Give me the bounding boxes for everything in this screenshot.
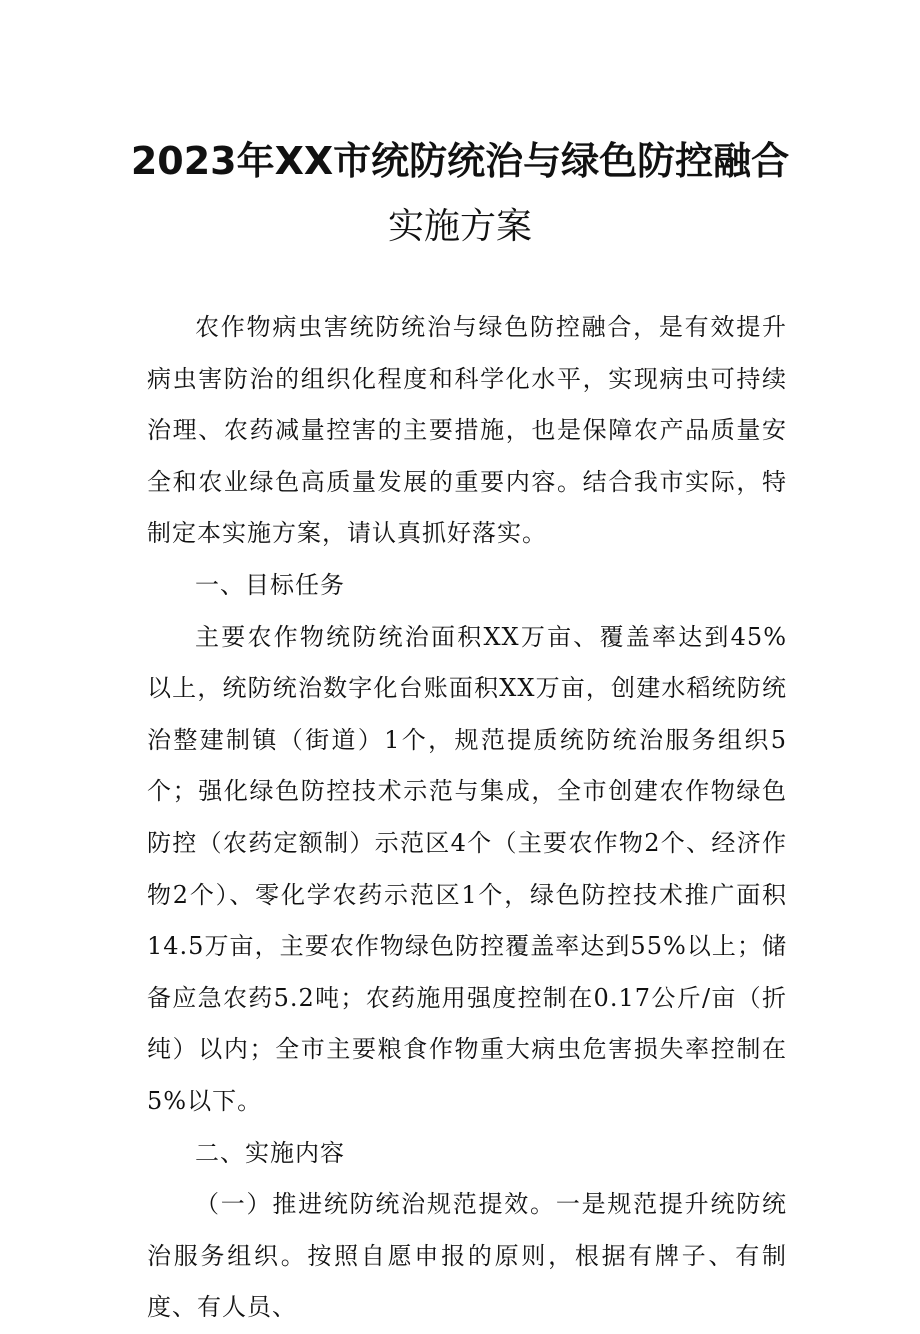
goals-paragraph: 主要农作物统防统治面积XX万亩、覆盖率达到45%以上，统防统治数字化台账面积XX万亩，创建水稻统防统治整建制镇（街道）1个，规范提质统防统治服务组织5个；强化绿色防控技术示范与集成，全市创建农作物绿色防控（农药定额制）示范区4个（主要农作物2个、经济作物2个）、零化学农药示范区1个，绿色防控技术推广面积14.5万亩，主要农作物绿色防控覆盖率达到55%以上；储备应急农药5.2吨；农药施用强度控制在0.17公斤/亩（折纯）以内；全市主要粮食作物重大病虫危害损失率控制在5%以下。 xyxy=(147,622,787,1115)
section-heading-goals: 一、目标任务 xyxy=(195,570,345,599)
document-body xyxy=(147,302,787,1334)
content-subsection-paragraph: （一）推进统防统治规范提效。一是规范提升统防统治服务组织。按照自愿申报的原则，根据有牌子、有制度、有人员、 xyxy=(147,1190,787,1322)
section-heading-content: 二、实施内容 xyxy=(195,1138,345,1167)
document-title-line1: 2023年XX市统防统治与绿色防控融合 xyxy=(130,139,790,183)
document-title-line2: 实施方案 xyxy=(387,206,532,247)
intro-paragraph: 农作物病虫害统防统治与绿色防控融合，是有效提升病虫害防治的组织化程度和科学化水平，实现病虫可持续治理、农药减量控害的主要措施，也是保障农产品质量安全和农业绿色高质量发展的重要内容。结合我市实际，特制定本实施方案，请认真抓好落实。 xyxy=(147,313,787,548)
